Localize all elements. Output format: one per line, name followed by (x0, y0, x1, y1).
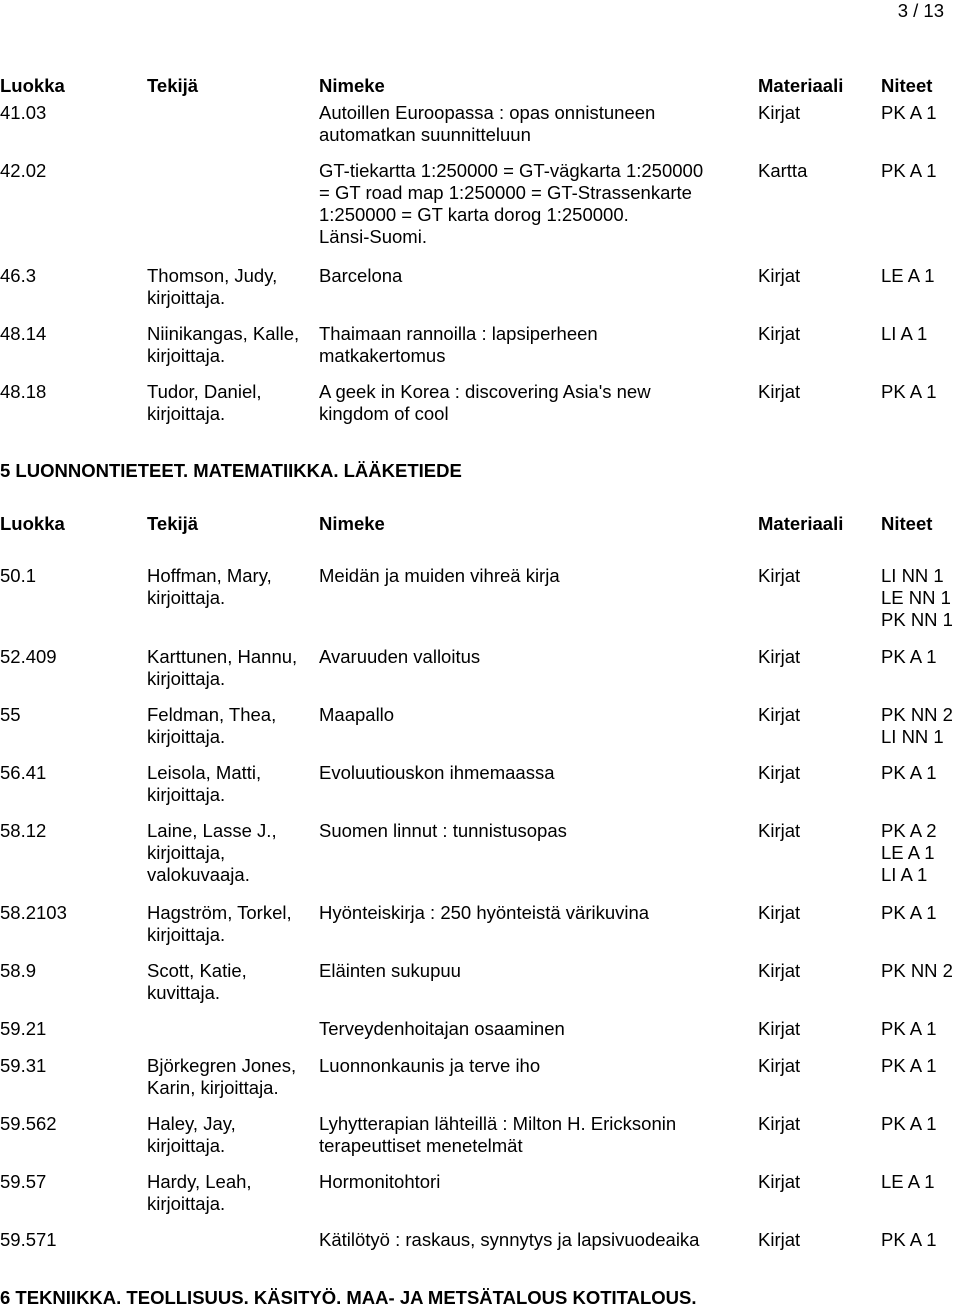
row-materiaali: Kirjat (758, 1018, 801, 1039)
row-niteet: PK A 1 (881, 1229, 937, 1250)
row-nimeke: GT-tiekartta 1:250000 = GT-vägkarta 1:250000 = GT road map 1:250000 = GT-Strassenkarte 1:250000 = GT karta dorog 1:250000. Länsi-Suomi. (319, 160, 704, 247)
row-luokka: 58.12 (0, 820, 47, 841)
row-tekija: Thomson, Judy, kirjoittaja. (147, 265, 278, 308)
row-tekija: Hardy, Leah, kirjoittaja. (147, 1171, 252, 1214)
row-nimeke: A geek in Korea : discovering Asia's new kingdom of cool (319, 381, 651, 424)
row-luokka: 50.1 (0, 565, 37, 586)
row-luokka: 59.562 (0, 1113, 57, 1134)
row-luokka: 46.3 (0, 265, 37, 286)
row-luokka: 58.2103 (0, 902, 67, 923)
row-tekija: Leisola, Matti, kirjoittaja. (147, 762, 262, 805)
row-tekija: Tudor, Daniel, kirjoittaja. (147, 381, 262, 424)
row-niteet: PK A 1 (881, 762, 937, 783)
row-nimeke: Maapallo (319, 704, 395, 725)
row-tekija: Feldman, Thea, kirjoittaja. (147, 704, 277, 747)
row-luokka: 55 (0, 704, 21, 725)
row-luokka: 59.571 (0, 1229, 57, 1250)
row-materiaali: Kirjat (758, 646, 801, 667)
row-tekija: Hagström, Torkel, kirjoittaja. (147, 902, 292, 945)
row-materiaali: Kirjat (758, 960, 801, 981)
header-materiaali: Materiaali (758, 75, 844, 96)
row-nimeke: Meidän ja muiden vihreä kirja (319, 565, 560, 586)
header-tekija: Tekijä (147, 513, 199, 534)
row-materiaali: Kirjat (758, 902, 801, 923)
row-tekija: Haley, Jay, kirjoittaja. (147, 1113, 236, 1156)
row-materiaali: Kirjat (758, 762, 801, 783)
row-nimeke: Suomen linnut : tunnistusopas (319, 820, 567, 841)
row-luokka: 56.41 (0, 762, 47, 783)
row-nimeke: Evoluutiouskon ihmemaassa (319, 762, 555, 783)
row-luokka: 52.409 (0, 646, 57, 667)
header-tekija: Tekijä (147, 75, 199, 96)
header-niteet: Niteet (881, 513, 933, 534)
row-niteet: PK A 1 (881, 160, 937, 181)
row-niteet: LE A 1 (881, 1171, 935, 1192)
header-nimeke: Nimeke (319, 75, 385, 96)
row-materiaali: Kirjat (758, 1055, 801, 1076)
row-tekija: Laine, Lasse J., kirjoittaja, valokuvaaja. (147, 820, 277, 885)
row-luokka: 48.14 (0, 323, 47, 344)
page-number: 3 / 13 (897, 0, 944, 21)
row-luokka: 48.18 (0, 381, 47, 402)
row-tekija: Hoffman, Mary, kirjoittaja. (147, 565, 272, 608)
section-title: 6 TEKNIIKKA. TEOLLISUUS. KÄSITYÖ. MAA- JA METSÄTALOUS KOTITALOUS. (0, 1287, 697, 1308)
row-niteet: LI NN 1 LE NN 1 PK NN 1 (881, 565, 953, 630)
header-luokka: Luokka (0, 513, 65, 534)
row-materiaali: Kirjat (758, 1171, 801, 1192)
row-nimeke: Luonnonkaunis ja terve iho (319, 1055, 541, 1076)
row-materiaali: Kirjat (758, 820, 801, 841)
row-niteet: PK A 2 LE A 1 LI A 1 (881, 820, 937, 885)
row-niteet: LE A 1 (881, 265, 935, 286)
row-materiaali: Kirjat (758, 102, 801, 123)
row-tekija: Karttunen, Hannu, kirjoittaja. (147, 646, 298, 689)
row-niteet: LI A 1 (881, 323, 928, 344)
row-luokka: 59.21 (0, 1018, 47, 1039)
row-nimeke: Hyönteiskirja : 250 hyönteistä värikuvina (319, 902, 650, 923)
row-nimeke: Kätilötyö : raskaus, synnytys ja lapsivuodeaika (319, 1229, 700, 1250)
row-nimeke: Thaimaan rannoilla : lapsiperheen matkakertomus (319, 323, 598, 366)
row-materiaali: Kirjat (758, 1229, 801, 1250)
row-niteet: PK NN 2 (881, 960, 953, 981)
row-materiaali: Kirjat (758, 323, 801, 344)
row-tekija: Niinikangas, Kalle, kirjoittaja. (147, 323, 300, 366)
row-materiaali: Kirjat (758, 1113, 801, 1134)
header-luokka: Luokka (0, 75, 65, 96)
row-materiaali: Kirjat (758, 265, 801, 286)
row-niteet: PK A 1 (881, 1018, 937, 1039)
row-nimeke: Eläinten sukupuu (319, 960, 461, 981)
row-nimeke: Lyhytterapian lähteillä : Milton H. Ericksonin terapeuttiset menetelmät (319, 1113, 677, 1156)
header-materiaali: Materiaali (758, 513, 844, 534)
row-materiaali: Kartta (758, 160, 808, 181)
row-niteet: PK A 1 (881, 1113, 937, 1134)
row-luokka: 42.02 (0, 160, 47, 181)
row-tekija: Scott, Katie, kuvittaja. (147, 960, 247, 1003)
row-niteet: PK A 1 (881, 646, 937, 667)
row-luokka: 58.9 (0, 960, 37, 981)
section-title: 5 LUONNONTIETEET. MATEMATIIKKA. LÄÄKETIEDE (0, 460, 462, 481)
row-niteet: PK A 1 (881, 381, 937, 402)
row-nimeke: Barcelona (319, 265, 403, 286)
row-materiaali: Kirjat (758, 704, 801, 725)
row-niteet: PK NN 2 LI NN 1 (881, 704, 953, 747)
row-nimeke: Hormonitohtori (319, 1171, 441, 1192)
row-niteet: PK A 1 (881, 902, 937, 923)
row-nimeke: Terveydenhoitajan osaaminen (319, 1018, 565, 1039)
row-niteet: PK A 1 (881, 1055, 937, 1076)
row-luokka: 59.31 (0, 1055, 47, 1076)
header-niteet: Niteet (881, 75, 933, 96)
row-niteet: PK A 1 (881, 102, 937, 123)
row-tekija: Björkegren Jones, Karin, kirjoittaja. (147, 1055, 297, 1098)
row-luokka: 59.57 (0, 1171, 47, 1192)
row-nimeke: Autoillen Euroopassa : opas onnistuneen automatkan suunnitteluun (319, 102, 656, 145)
header-nimeke: Nimeke (319, 513, 385, 534)
row-luokka: 41.03 (0, 102, 47, 123)
row-materiaali: Kirjat (758, 381, 801, 402)
row-materiaali: Kirjat (758, 565, 801, 586)
row-nimeke: Avaruuden valloitus (319, 646, 481, 667)
